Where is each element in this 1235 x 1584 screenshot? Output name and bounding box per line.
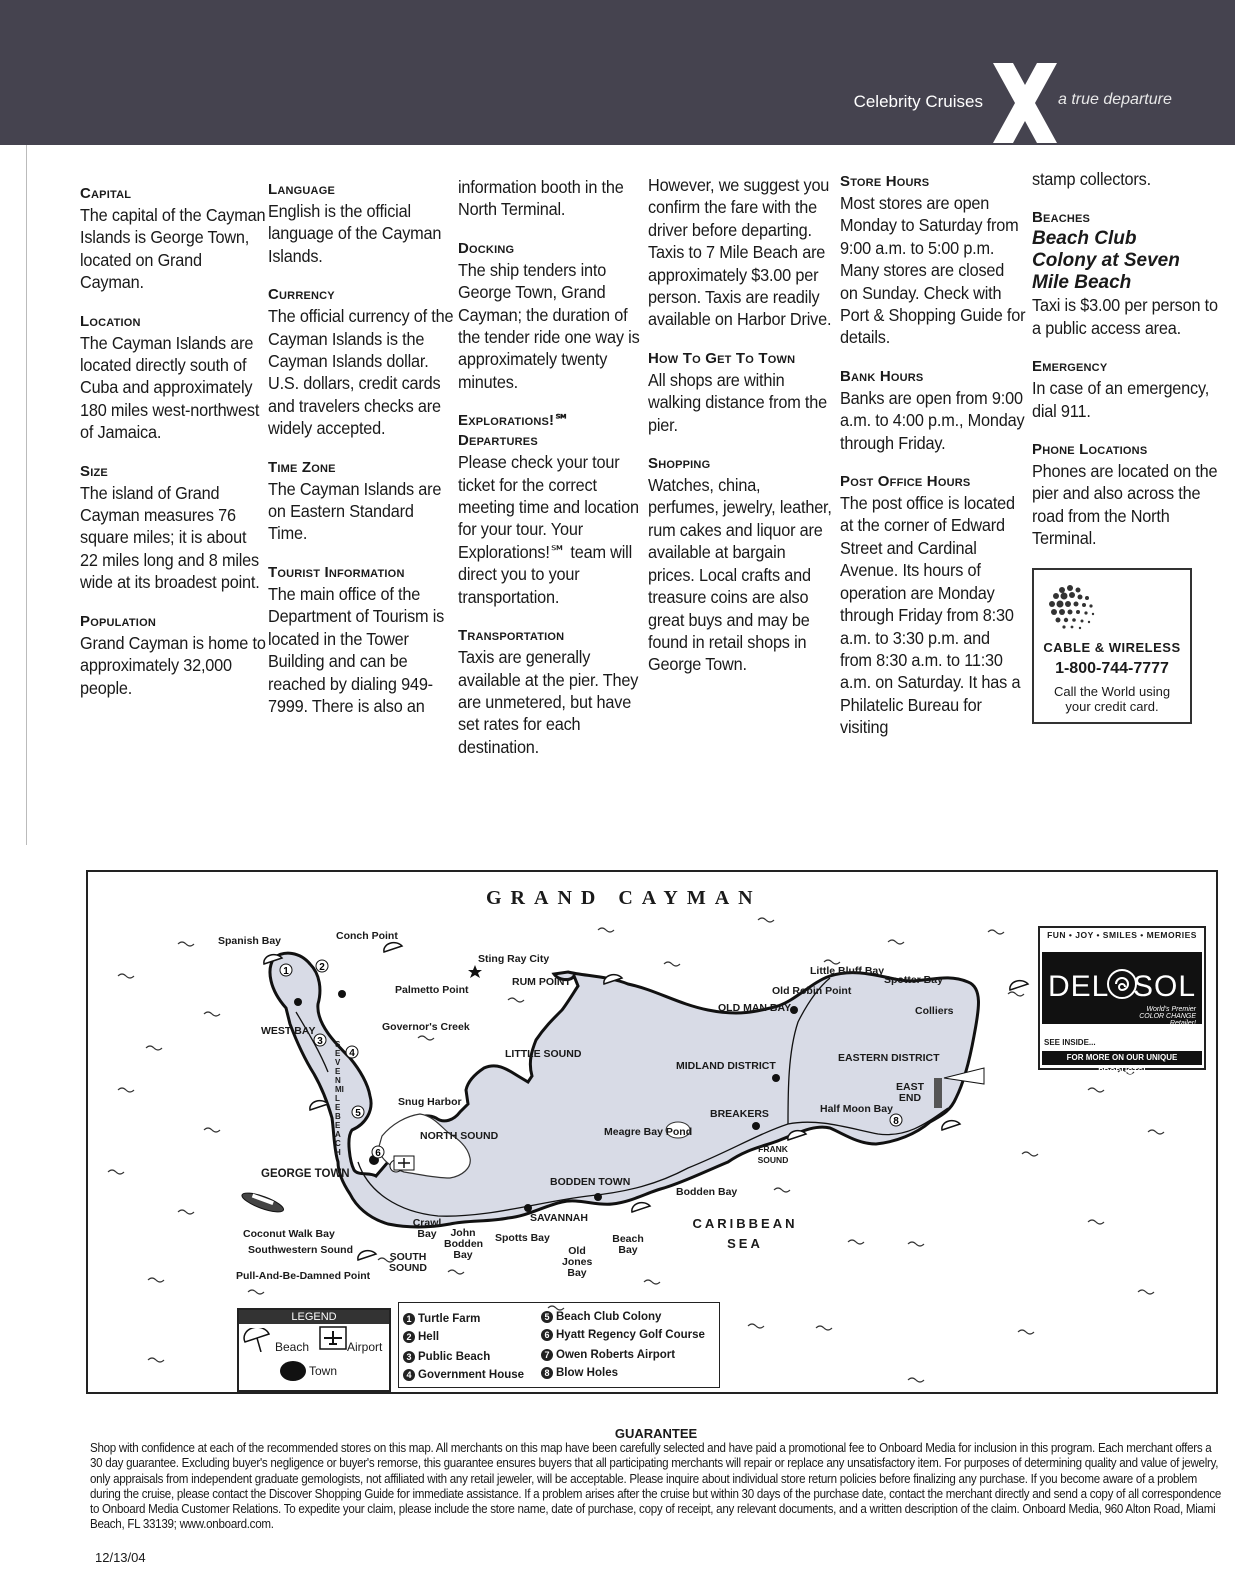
svg-text:2: 2 [319,962,325,973]
section-heading: Location [80,312,141,330]
key-item: 2 Hell [403,1331,439,1343]
section-tourist-information [268,563,453,717]
section-how-to-get-to-town [648,349,833,436]
map-label: NORTH SOUND [420,1130,499,1142]
map-label: Beach Bay [612,1233,644,1256]
legend-title: LEGEND [239,1310,389,1324]
key-item: 5 Beach Club Colony [541,1311,661,1323]
cable-wireless-ad [1032,568,1192,724]
section-time-zone [268,458,453,545]
section-text: All shops are within walking distance from the pier. [648,369,827,435]
section-heading: Explorations!℠ Departures [458,412,570,450]
section-text: stamp collectors. [1032,169,1151,189]
section-transportation [458,626,643,758]
map-label: BREAKERS [710,1108,769,1120]
beach-icon [243,1328,273,1352]
section-text: English is the official language of the Cayman Islands. [268,201,442,266]
map-label: WEST BAY [261,1025,316,1037]
globe-icon [1042,580,1102,635]
map-label-george-town: GEORGE TOWN [261,1168,350,1180]
map-label: BODDEN TOWN [550,1176,631,1188]
info-column-1 [80,184,265,717]
map-label: Spotts Bay [495,1232,550,1244]
section-text: Most stores are open Monday to Saturday from 9:00 a.m. to 5:00 p.m. Many stores are closed on Sunday. Check with Port & Shopping Guide for details. [840,193,1026,348]
section-heading: How To Get To Town [648,349,796,367]
brand-tagline: a true departure [1058,91,1172,108]
map-label: RUM POINT [512,976,571,988]
section-currency [268,285,453,439]
svg-text:8: 8 [893,1116,899,1127]
del-sol-more: FOR MORE ON OUR UNIQUE PRODUCTS! [1042,1051,1202,1065]
section-heading: Docking [458,239,515,257]
section-beaches [1032,208,1217,339]
map-label: Old Jones Bay [562,1245,593,1279]
section-text: The island of Grand Cayman measures 76 square miles; it is about 22 miles long and 8 miles wide at its broadest point. [80,482,260,593]
section-text: The ship tenders into George Town, Grand Cayman; the duration of the tender ride one way is approximately twenty minutes. [458,259,640,392]
svg-text:5: 5 [355,1108,361,1119]
celebrity-x-logo [985,63,1065,143]
section-heading: Post Office Hours [840,473,971,491]
section-text: The capital of the Cayman Islands is George Town, located on Grand Cayman. [80,205,266,293]
section-bank-hours [840,367,1025,454]
key-item: 3 Public Beach [403,1351,490,1363]
section-heading: Size [80,462,108,480]
map-label-seven-mile-beach: SEVEN MILE BEACH [335,1040,344,1157]
section-text: The Cayman Islands are on Eastern Standard Time. [268,478,442,544]
section-text: However, we suggest you confirm the fare with the driver before departing. Taxis to 7 Mile Beach are approximately $3.00 per person. Taxis are readily available on Harbor Drive. [648,175,832,330]
key-item: 4 Government House [403,1369,524,1381]
section-heading: Population [80,612,156,630]
map-label: EAST END [895,1081,924,1104]
sting-ray-city-marker [468,965,482,978]
section-heading: Shopping [648,455,711,473]
section-text: Taxis are generally available at the pier. They are unmetered, but have set rates for each destination. [458,647,639,757]
map-title: GRAND CAYMAN [486,887,762,909]
info-column-6 [1032,168,1217,724]
section-heading: Phone Locations [1032,441,1148,459]
key-item: 1 Turtle Farm [403,1313,480,1325]
map-label: Half Moon Bay [820,1103,893,1115]
del-sol-tagline-top: FUN • JOY • SMILES • MEMORIES [1047,930,1197,940]
map-label: Sting Ray City [478,953,550,965]
section-phone-locations [1032,440,1217,550]
info-column-3 [458,176,643,776]
section-population [80,612,265,699]
section-size [80,462,265,594]
info-column-4 [648,174,833,694]
section-info-booth [458,176,643,221]
key-item: 7 Owen Roberts Airport [541,1349,675,1361]
map-label-caribbean-sea: CARIBBEAN SEA [692,1216,798,1251]
svg-text:1: 1 [283,966,289,977]
svg-text:3: 3 [317,1036,323,1047]
info-column-2 [268,180,453,735]
section-text: Taxi is $3.00 per person to a public access area. [1032,295,1218,338]
map-label: Meagre Bay Pond [604,1126,693,1138]
map-label: Old Robin Point [772,985,852,997]
section-explorations [458,411,643,608]
map-label: Spanish Bay [218,935,282,947]
del-sol-logo: DEL SOL World's Premier COLOR CHANGE Retailer! [1042,952,1202,1024]
map-label: Southwestern Sound [248,1244,353,1256]
section-capital [80,184,265,294]
map-label: SOUTH SOUND [389,1251,427,1274]
section-text: The official currency of the Cayman Islands is the Cayman Islands dollar. U.S. dollars, credit cards and travelers checks are widely accepted. [268,306,454,439]
legend-airport-label: Airport [347,1340,383,1354]
section-heading: Tourist Information [268,563,405,581]
map-label: OLD MAN BAY [718,1002,792,1014]
airport-icon [319,1326,347,1350]
section-stamp-collectors [1032,168,1217,190]
section-text: Please check your tour ticket for the correct meeting time and location for your tour. Your Explorations!℠ team will direct you to your transportation. [458,452,639,607]
del-sol-slogan: World's Premier COLOR CHANGE Retailer! [1139,1006,1196,1027]
map-label: Pull-And-Be-Damned Point [236,1270,371,1282]
map-site-key [398,1302,720,1388]
section-heading: Time Zone [268,458,336,476]
map-label: Crawl Bay [412,1217,442,1240]
section-text: Phones are located on the pier and also across the road from the North Terminal. [1032,461,1218,549]
section-shopping [648,454,833,676]
section-text: information booth in the North Terminal. [458,177,624,220]
section-heading: Currency [268,286,335,304]
cruise-ship-icon [240,1189,285,1215]
section-text: Watches, china, perfumes, jewelry, leather, rum cakes and liquor are available at bargain prices. Local crafts and treasure coins are also great buys and may be found in retail shops in George Town. [648,475,832,675]
map-label: John Bodden Bay [444,1227,484,1261]
section-location [80,312,265,444]
cable-wireless-name: CABLE & WIRELESS [1043,639,1181,655]
town-icon [279,1360,307,1382]
section-text: The main office of the Department of Tourism is located in the Tower Building and can be reached by dialing 949-7999. There is also an [268,583,445,716]
map-label: Bodden Bay [676,1186,738,1198]
margin-rule [26,145,27,845]
section-heading: Bank Hours [840,367,924,385]
map-label: Little Bluff Bay [810,965,885,977]
section-language [268,180,453,267]
section-heading: Transportation [458,627,565,645]
guarantee-text: Shop with confidence at each of the recommended stores on this map. All merchants on this map have been carefully selected and have paid a promotional fee to Onboard Media for inclusion in this program. Each merchant offers a 30 day guarantee. Excluding buyer's negligence or buyer's remorse, this guarantee ensures buyers that all participating merchants will repair or replace any unsatisfactory item. For purposes of determining quality and value of jewelry, only appraisals from independent graduate gemologists, not affiliated with any retail jeweler, will be acceptable. Please inquire about individual store return policies before finalizing any purchase. If you become aware of a problem during the cruise, please contact the Discover Shopping Guide for immediate assistance. If a problem arises after the cruise but within 30 days of the purchase date, contact the merchant directly and send a copy of all correspondence to Onboard Media Customer Relations. To expedite your claim, please include the store name, date of purchase, copy of receipt, any relevant documents, and a written description of the claim. Onboard Media, 960 Alton Road, Miami Beach, FL 33139; www.onboard.com. [90,1441,1222,1532]
section-store-hours [840,172,1025,349]
info-column-5 [840,172,1025,757]
section-heading: Store Hours [840,173,930,190]
section-text: Grand Cayman is home to approximately 32,000 people. [80,632,266,698]
legend-beach-label: Beach [275,1340,310,1354]
map-label: MIDLAND DISTRICT [676,1060,776,1072]
map-label: Coconut Walk Bay [243,1228,335,1240]
map-legend [237,1308,391,1392]
del-sol-see-inside: SEE INSIDE... [1044,1038,1096,1047]
section-post-office-hours [840,472,1025,738]
map-label: Conch Point [336,930,398,942]
map-label: FRANK SOUND [757,1144,789,1165]
map-label: LITTLE SOUND [505,1048,582,1060]
key-item: 8 Blow Holes [541,1367,618,1379]
guarantee-title: GUARANTEE [614,1426,698,1441]
section-text: In case of an emergency, dial 911. [1032,378,1210,421]
map-label: Palmetto Point [395,984,469,996]
section-text: Banks are open from 9:00 a.m. to 4:00 p.m., Monday through Friday. [840,387,1025,453]
print-date: 12/13/04 [95,1550,146,1565]
section-heading: Language [268,181,335,198]
cable-wireless-phone: 1-800-744-7777 [1055,659,1169,677]
svg-text:6: 6 [375,1148,381,1159]
section-heading: Emergency [1032,358,1108,376]
section-heading: Beaches [1032,209,1091,227]
section-emergency [1032,357,1217,422]
airport-icon [394,1156,414,1170]
legend-town-label: Town [309,1364,338,1378]
key-item: 6 Hyatt Regency Golf Course [541,1329,705,1341]
map-label: SAVANNAH [530,1212,588,1224]
map-label: EASTERN DISTRICT [838,1052,940,1064]
map-label: Spotter Bay [884,974,943,986]
brand-name: Celebrity Cruises [853,92,983,111]
map-label: Colliers [915,1005,954,1017]
cable-wireless-line: Call the World using your credit card. [1053,683,1171,714]
svg-text:4: 4 [349,1048,355,1059]
guarantee-section [90,1426,1222,1533]
section-taxi-fare [648,174,833,331]
section-docking [458,239,643,393]
beach-name: Beach Club Colony at Seven Mile Beach [1032,228,1180,294]
del-sol-ad [1038,926,1206,1076]
section-text: The Cayman Islands are located directly south of Cuba and approximately 180 miles west-northwest of Jamaica. [80,332,260,443]
map-label: Governor's Creek [382,1021,470,1033]
section-heading: Capital [80,185,132,202]
section-text: The post office is located at the corner of Edward Street and Cardinal Avenue. Its hours of operation are Monday through Friday from 8:30 a.m. to 3:30 p.m. and from 8:30 a.m. to 11:30 a.m. on Saturday. It has a Philatelic Bureau for visiting [840,493,1021,738]
map-label: Snug Harbor [398,1096,462,1108]
